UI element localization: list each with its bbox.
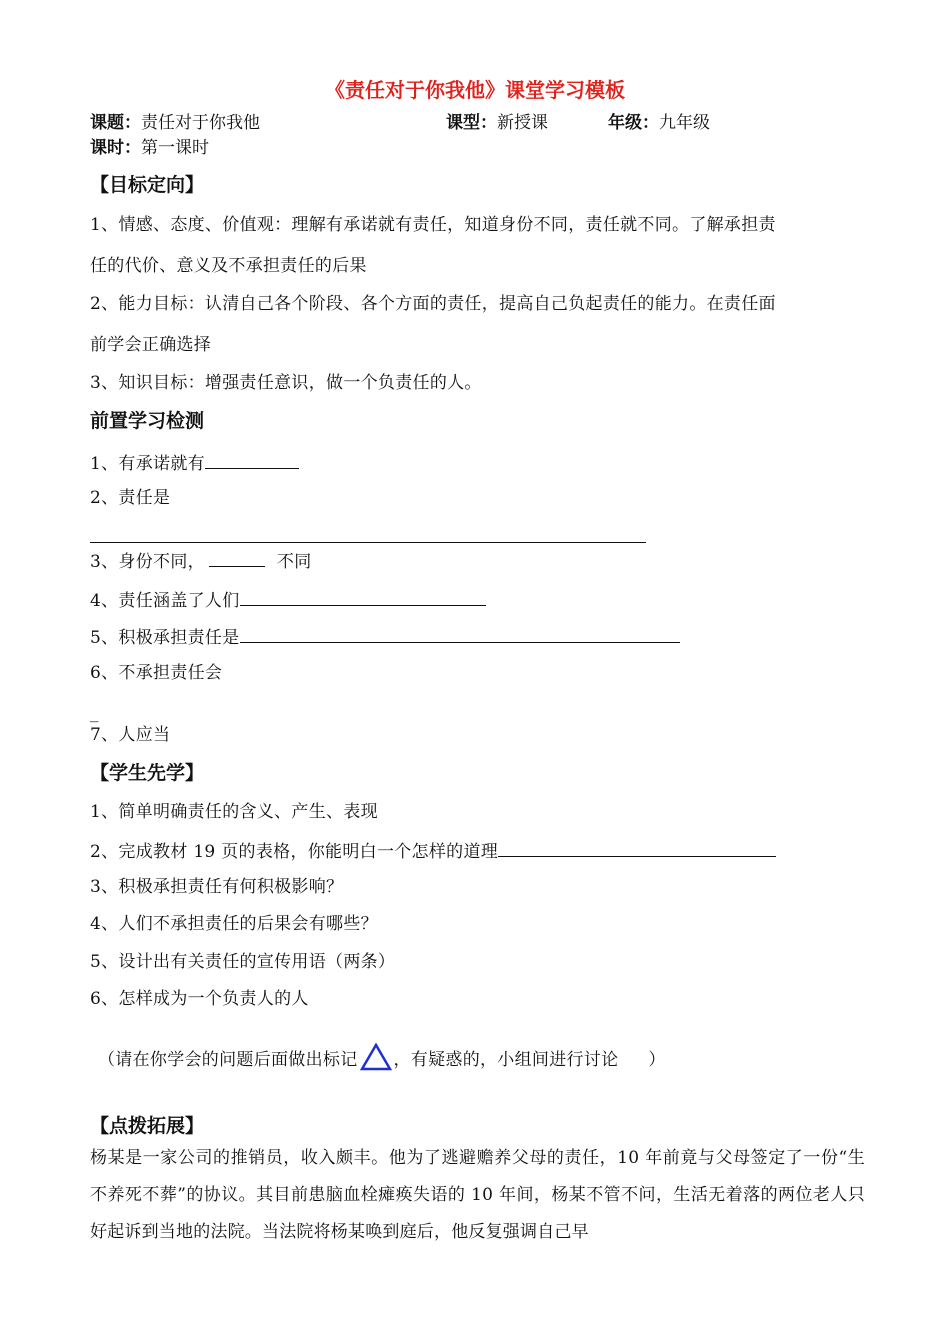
student-item: 6、怎样成为一个负责人的人 bbox=[90, 989, 309, 1009]
student-item-2 bbox=[90, 838, 870, 863]
note-close: ） bbox=[648, 1050, 666, 1070]
question-text: 2、完成教材 19 页的表格，你能明白一个怎样的道理 bbox=[90, 842, 499, 862]
goals-heading: 【目标定向】 bbox=[90, 174, 205, 196]
goal-line: 前学会正确选择 bbox=[90, 335, 212, 355]
triangle-mark-icon bbox=[360, 1043, 392, 1077]
goal-line: 3、知识目标：增强责任意识，做一个负责任的人。 bbox=[90, 373, 482, 393]
pretest-question-6: 6、不承担责任会 bbox=[90, 663, 223, 683]
student-item: 3、积极承担责任有何积极影响？ bbox=[90, 877, 344, 897]
answer-blank[interactable] bbox=[205, 450, 299, 469]
question-text: 4、责任涵盖了人们 bbox=[90, 591, 240, 611]
student-item: 5、设计出有关责任的宣传用语（两条） bbox=[90, 952, 396, 972]
goal-line: 1、情感、态度、价值观：理解有承诺就有责任，知道身份不同，责任就不同。了解承担责 bbox=[90, 215, 776, 235]
answer-blank[interactable] bbox=[498, 838, 776, 857]
answer-blank[interactable] bbox=[240, 587, 486, 606]
student-item: 4、人们不承担责任的后果会有哪些？ bbox=[90, 914, 378, 934]
topic-label: 课题： bbox=[90, 113, 141, 133]
document-title: 《责任对于你我他》课堂学习模板 bbox=[325, 78, 625, 102]
answer-blank[interactable] bbox=[209, 548, 265, 567]
question-text: 5、积极承担责任是 bbox=[90, 628, 240, 648]
grade-value: 九年级 bbox=[659, 113, 710, 133]
pretest-blank-mark: _ bbox=[90, 703, 99, 723]
pretest-question-2: 2、责任是 bbox=[90, 488, 171, 508]
student-heading: 【学生先学】 bbox=[90, 762, 205, 784]
student-item: 1、简单明确责任的含义、产生、表现 bbox=[90, 802, 378, 822]
marking-note bbox=[98, 1043, 878, 1077]
question-text: 1、有承诺就有 bbox=[90, 454, 205, 474]
question-text-tail: 不同 bbox=[276, 552, 312, 572]
lesson-type-field bbox=[446, 112, 548, 134]
period-field bbox=[90, 137, 209, 159]
period-value: 第一课时 bbox=[141, 138, 209, 158]
pretest-question-3 bbox=[90, 548, 870, 573]
pretest-heading: 前置学习检测 bbox=[90, 410, 205, 432]
pretest-question-5 bbox=[90, 624, 870, 649]
pretest-question-4 bbox=[90, 587, 870, 612]
pretest-question-7: 7、人应当 bbox=[90, 725, 171, 745]
grade-label: 年级： bbox=[608, 113, 659, 133]
note-text-tail: ，有疑惑的，小组间进行讨论 bbox=[393, 1050, 619, 1070]
question-text: 3、身份不同， bbox=[90, 552, 205, 572]
goal-line: 2、能力目标：认清自己各个阶段、各个方面的责任，提高自己负起责任的能力。在责任面 bbox=[90, 294, 776, 314]
period-label: 课时： bbox=[90, 138, 141, 158]
grade-field bbox=[608, 112, 710, 134]
topic-field bbox=[90, 112, 260, 134]
pretest-question-1 bbox=[90, 450, 870, 475]
note-text: （请在你学会的问题后面做出标记 bbox=[98, 1050, 358, 1070]
case-paragraph: 杨某是一家公司的推销员，收入颇丰。他为了逃避赡养父母的责任，10 年前竟与父母签定了一份“生不养死不葬”的协议。其目前患脑血栓瘫痪失语的 10 年间，杨某不管不问，生活无着落的两位老人只好起诉到当地的法院。当法院将杨某唤到庭后，他反复强调自己早 bbox=[90, 1148, 865, 1242]
goal-line: 任的代价、意义及不承担责任的后果 bbox=[90, 256, 367, 276]
answer-blank-line[interactable] bbox=[90, 542, 646, 543]
topic-value: 责任对于你我他 bbox=[141, 113, 260, 133]
lesson-type-value: 新授课 bbox=[497, 113, 548, 133]
answer-blank[interactable] bbox=[240, 624, 680, 643]
lesson-type-label: 课型： bbox=[446, 113, 497, 133]
extend-heading: 【点拨拓展】 bbox=[90, 1115, 205, 1137]
